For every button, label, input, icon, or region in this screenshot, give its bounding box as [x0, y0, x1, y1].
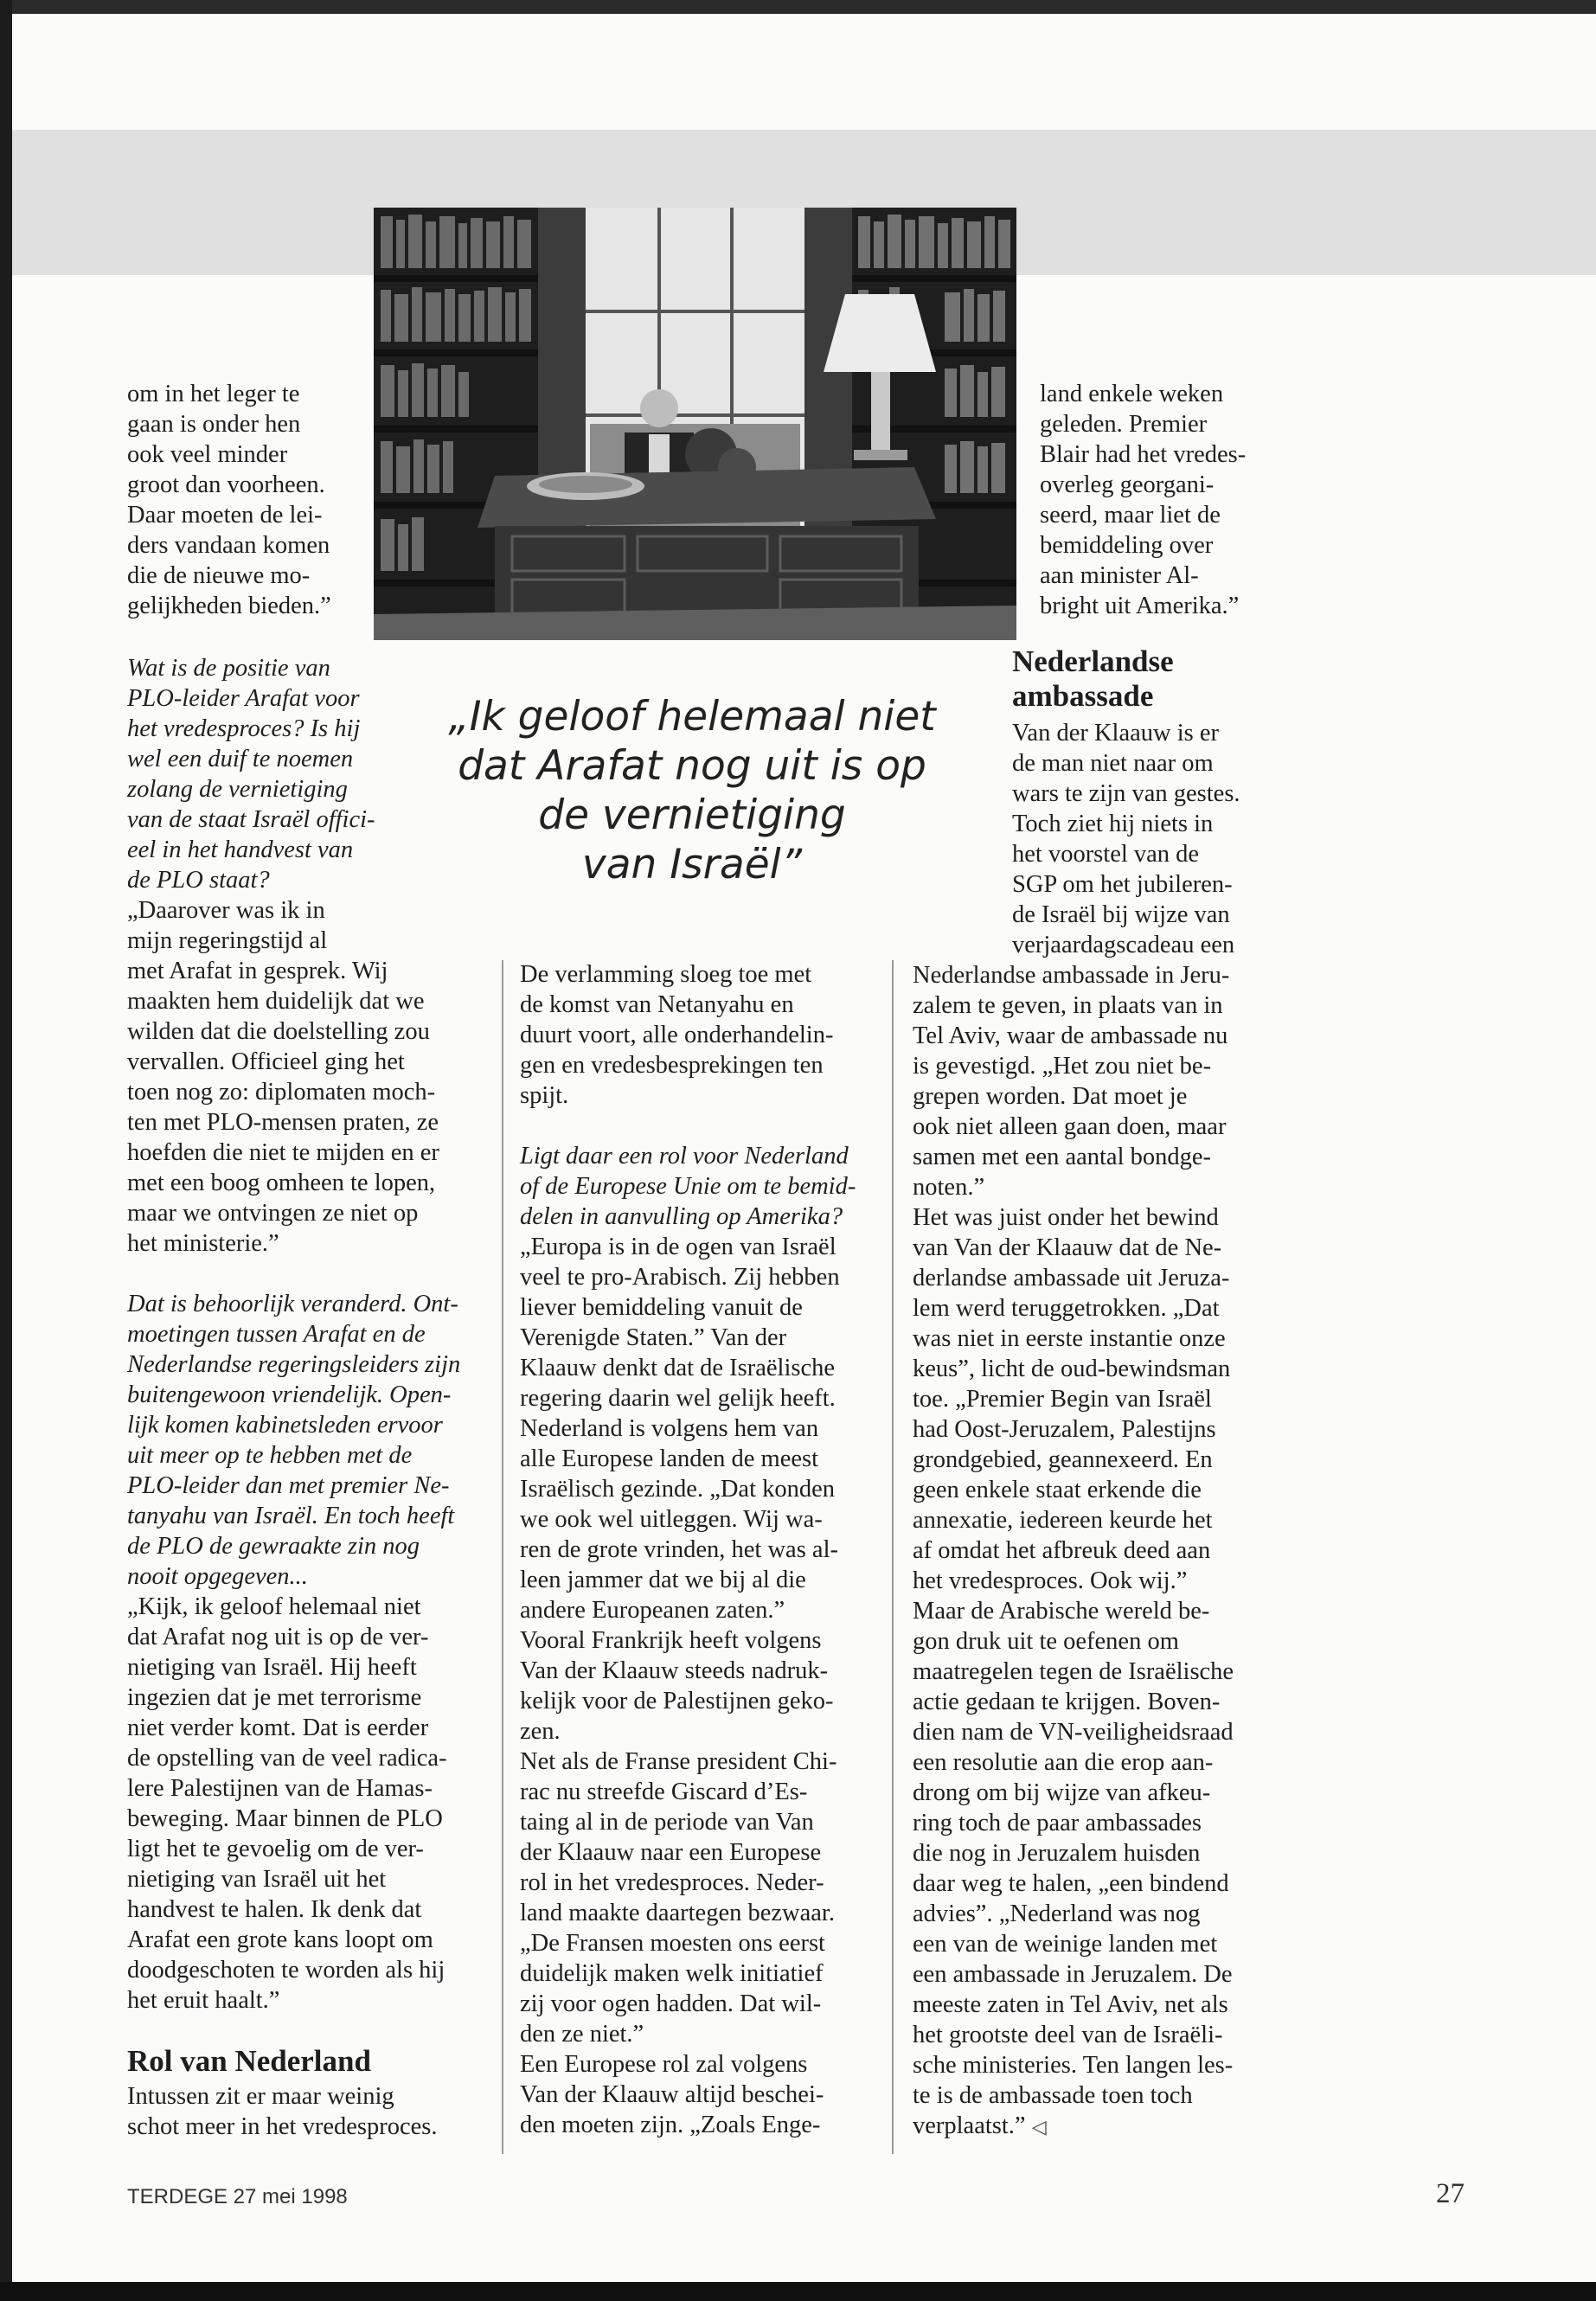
text-line: zij voor ogen hadden. Dat wil- [520, 1990, 822, 2017]
text-line: Van der Klaauw steeds nadruk- [520, 1657, 829, 1684]
scan-edge-left [0, 0, 12, 2301]
text-line: het voorstel van de [1012, 841, 1200, 868]
text-line: het eruit haalt.” [127, 1987, 280, 2014]
text-line: maatregelen tegen de Israëlische [913, 1658, 1234, 1685]
text-line: Nederlandse ambassade in Jeru- [913, 962, 1230, 989]
text-line: SGP om het jubileren- [1012, 871, 1233, 898]
text-line: was niet in eerste instantie onze [913, 1325, 1226, 1352]
text-line: Klaauw denkt dat de Israëlische [520, 1355, 836, 1381]
text-line: duurt voort, alle onderhandelin- [520, 1022, 834, 1048]
text-line: is gevestigd. „Het zou niet be- [913, 1053, 1212, 1080]
text-line: ook niet alleen gaan doen, maar [913, 1113, 1227, 1140]
text-line: Tel Aviv, waar de ambassade nu [913, 1022, 1228, 1049]
text-line: rol in het vredesproces. Neder- [520, 1869, 824, 1896]
text-line: Verenigde Staten.” Van der [520, 1324, 787, 1351]
text-span: verplaatst.” [913, 2112, 1026, 2139]
text-line: veel te pro-Arabisch. Zij hebben [520, 1264, 840, 1291]
paragraph-ambassade [913, 960, 1280, 2142]
text-line: wilden dat die doelstelling zou [127, 1018, 430, 1045]
text-line: te is de ambassade toen toch [913, 2082, 1193, 2109]
text-line: beweging. Maar binnen de PLO [127, 1805, 443, 1832]
text-line: Ligt daar een rol voor Nederland [520, 1143, 849, 1170]
text-line: Van der Klaauw is er [1012, 720, 1219, 747]
text-line: nietiging van Israël uit het [127, 1866, 387, 1893]
text-line: liever bemiddeling vanuit de [520, 1294, 803, 1321]
text-line: de PLO staat? [127, 867, 270, 894]
text-line: ten met PLO-mensen praten, ze [127, 1109, 439, 1136]
text-line: meeste zaten in Tel Aviv, net als [913, 1991, 1228, 2018]
text-line: af omdat het afbreuk deed aan [913, 1537, 1211, 1564]
text-line: nietiging van Israël. Hij heeft [127, 1654, 417, 1681]
text-line: lere Palestijnen van de Hamas- [127, 1775, 433, 1802]
text-line: ingezien dat je met terrorisme [127, 1684, 422, 1711]
text-line: nooit opgegeven... [127, 1563, 308, 1590]
text-line: eel in het handvest van [127, 836, 354, 863]
text-line: het grootste deel van de Israëli- [913, 2022, 1223, 2048]
text-line: actie gedaan te krijgen. Boven- [913, 1689, 1221, 1715]
text-line: ring toch de paar ambassades [913, 1810, 1202, 1836]
text-line: Toch ziet hij niets in [1012, 811, 1214, 837]
text-line: handvest te halen. Ik denk dat [127, 1896, 422, 1923]
text-line: Nederlandse regeringsleiders zijn [127, 1351, 461, 1378]
text-line: gon druk uit te oefenen om [913, 1628, 1179, 1655]
text-line: leen jammer dat we bij al die [520, 1567, 806, 1593]
text-line: Nederland is volgens hem van [520, 1415, 819, 1442]
text-line: Israëlisch gezinde. „Dat konden [520, 1476, 836, 1503]
paragraph-gestes [1012, 718, 1289, 960]
text-line: seerd, maar liet de [1040, 502, 1221, 529]
text-line: of de Europese Unie om te bemid- [520, 1173, 856, 1200]
text-line: wel een duif te noemen [127, 746, 354, 772]
text-line: „Kijk, ik geloof helemaal niet [127, 1593, 421, 1620]
text-line: grepen worden. Dat moet je [913, 1083, 1188, 1110]
text-line: der Klaauw naar een Europese [520, 1839, 822, 1866]
section-heading-nederlandse-ambassade [1012, 644, 1289, 714]
text-line: om in het leger te [127, 381, 300, 407]
text-line: maar we ontvingen ze niet op [127, 1200, 419, 1227]
text-line: mijn regeringstijd al [127, 927, 328, 954]
pull-quote-line: de vernietiging [538, 792, 846, 839]
text-line: lem werd teruggetrokken. „Dat [913, 1295, 1220, 1322]
pull-quote-line: van Israël” [581, 841, 803, 888]
text-line: Intussen zit er maar weinig [127, 2083, 394, 2110]
text-line: zalem te geven, in plaats van in [913, 992, 1223, 1019]
text-line: Arafat een grote kans loopt om [127, 1926, 433, 1953]
text-line: de Israël bij wijze van [1012, 901, 1230, 928]
text-line: we ook wel uitleggen. Wij wa- [520, 1506, 823, 1533]
text-line: de opstelling van de veel radica- [127, 1745, 447, 1772]
text-line: aan minister Al- [1040, 562, 1199, 589]
text-line: doodgeschoten te worden als hij [127, 1957, 445, 1984]
text-line: de man niet naar om [1012, 750, 1214, 777]
text-line: „De Fransen moesten ons eerst [520, 1930, 825, 1957]
text-line: taing al in de periode van Van [520, 1809, 814, 1836]
text-line: Van der Klaauw altijd beschei- [520, 2081, 824, 2108]
page-number: 27 [1436, 2178, 1465, 2209]
text-line: toen nog zo: diplomaten moch- [127, 1079, 436, 1106]
text-line: annexatie, iedereen keurde het [913, 1507, 1213, 1534]
text-line: vervallen. Officieel ging het [127, 1048, 405, 1075]
text-line: Een Europese rol zal volgens [520, 2051, 808, 2078]
text-line: Vooral Frankrijk heeft volgens [520, 1627, 822, 1654]
text-line: De verlamming sloeg toe met [520, 961, 812, 988]
text-line: spijt. [520, 1082, 569, 1109]
heading-line: ambassade [1012, 679, 1154, 713]
text-line: Blair had het vredes- [1040, 441, 1247, 468]
text-line: land maakte daartegen bezwaar. [520, 1900, 835, 1926]
text-line: van Van der Klaauw dat de Ne- [913, 1234, 1222, 1261]
scan-edge-bottom [0, 2282, 1596, 2301]
scan-edge-top [0, 0, 1596, 14]
text-line: het vredesproces? Is hij [127, 715, 361, 742]
paragraph-verlamming [520, 959, 866, 1111]
answer-arafat [127, 895, 484, 1259]
text-line: „Europa is in de ogen van Israël [520, 1234, 836, 1260]
paragraph-intussen [127, 2081, 484, 2142]
text-line: zolang de vernietiging [127, 776, 348, 803]
text-line: geen enkele staat erkende die [913, 1477, 1202, 1503]
text-line: drong om bij wijze van afkeu- [913, 1779, 1211, 1806]
end-mark-icon: ◁ [1031, 2116, 1047, 2138]
text-line: het ministerie.” [127, 1230, 279, 1257]
column-2 [520, 959, 866, 2140]
text-line: Wat is de positie van [127, 655, 330, 682]
text-line: dat Arafat nog uit is op de ver- [127, 1624, 429, 1650]
column-1 [127, 379, 484, 621]
text-line: ligt het te gevoelig om de ver- [127, 1836, 424, 1862]
pull-quote-line: „Ik geloof helemaal niet [448, 693, 936, 740]
text-line: regering daarin wel gelijk heeft. [520, 1385, 836, 1412]
text-line: duidelijk maken welk initiatief [520, 1960, 824, 1987]
text-line: met Arafat in gesprek. Wij [127, 958, 388, 984]
text-line: uit meer op te hebben met de [127, 1442, 413, 1469]
pull-quote [407, 692, 977, 889]
text-line: die de nieuwe mo- [127, 562, 311, 589]
text-line [913, 2111, 1280, 2142]
text-line: delen in aanvulling op Amerika? [520, 1203, 843, 1230]
footer-publication: TERDEGE 27 mei 1998 [127, 2185, 348, 2208]
text-line: noten.” [913, 1174, 985, 1201]
text-line: die nog in Jeruzalem huisden [913, 1840, 1201, 1867]
heading-line: Nederlandse [1012, 644, 1174, 678]
text-line: andere Europeanen zaten.” [520, 1597, 785, 1624]
text-line: ders vandaan komen [127, 532, 330, 559]
text-line: advies”. „Nederland was nog [913, 1900, 1201, 1927]
answer-kijk [127, 1592, 484, 2016]
text-line: wars te zijn van gestes. [1012, 780, 1240, 807]
text-line: niet verder komt. Dat is eerder [127, 1715, 429, 1741]
text-line: ook veel minder [127, 441, 288, 468]
column-rule-1 [502, 960, 503, 2154]
text-line: samen met een aantal bondge- [913, 1144, 1212, 1170]
text-line: PLO-leider Arafat voor [127, 685, 360, 712]
text-line: hoefden die niet te mijden en er [127, 1139, 439, 1166]
text-line: sche ministeries. Ten langen les- [913, 2052, 1234, 2079]
text-line: moetingen tussen Arafat en de [127, 1321, 426, 1348]
text-line: derlandse ambassade uit Jeruza- [913, 1265, 1230, 1292]
text-line: Het was juist onder het bewind [913, 1204, 1219, 1231]
section-heading-rol-van-nederland: Rol van Nederland [127, 2044, 371, 2078]
text-line: buitengewoon vriendelijk. Open- [127, 1381, 452, 1408]
text-line: verjaardagscadeau een [1012, 932, 1235, 958]
text-line: lijk komen kabinetsleden ervoor [127, 1412, 443, 1439]
text-line: Net als de Franse president Chi- [520, 1748, 837, 1775]
question-rol-nederland [520, 1141, 866, 1232]
text-line: gaan is onder hen [127, 411, 301, 438]
text-line: een resolutie aan die erop aan- [913, 1749, 1214, 1776]
text-line: alle Europese landen de meest [520, 1445, 819, 1472]
text-line: dien nam de VN-veiligheidsraad [913, 1719, 1234, 1746]
text-line: Daar moeten de lei- [127, 502, 323, 529]
text-line: kelijk voor de Palestijnen geko- [520, 1688, 834, 1715]
text-line: Dat is behoorlijk veranderd. Ont- [127, 1291, 458, 1317]
text-line: maakten hem duidelijk dat we [127, 988, 425, 1015]
text-line: had Oost-Jeruzalem, Palestijns [913, 1416, 1216, 1443]
text-line: met een boog omheen te lopen, [127, 1170, 436, 1196]
text-line: zen. [520, 1718, 561, 1745]
paragraph-col1-intro [127, 379, 484, 621]
question-changed [127, 1289, 484, 1592]
text-line: bright uit Amerika.” [1040, 593, 1240, 619]
text-line: ren de grote vrinden, het was al- [520, 1536, 838, 1563]
text-line: daar weg te halen, „een bindend [913, 1870, 1229, 1897]
answer-europa [520, 1232, 866, 2140]
text-line: „Daarover was ik in [127, 897, 325, 924]
text-line: rac nu streefde Giscard d’Es- [520, 1779, 808, 1805]
text-line: schot meer in het vredesproces. [127, 2113, 438, 2140]
text-line: van de staat Israël offici- [127, 806, 375, 833]
text-line: een ambassade in Jeruzalem. De [913, 1961, 1233, 1988]
text-line: het vredesproces. Ook wij.” [913, 1567, 1188, 1594]
text-line: grondgebied, geannexeerd. En [913, 1446, 1213, 1473]
text-line: overleg georgani- [1040, 471, 1215, 498]
column-3-top [1040, 379, 1282, 621]
text-line: den ze niet.” [520, 2021, 644, 2048]
text-line: geleden. Premier [1040, 411, 1208, 438]
pull-quote-line: dat Arafat nog uit is op [458, 742, 926, 790]
text-line: tanyahu van Israël. En toch heeft [127, 1503, 455, 1529]
text-line: den moeten zijn. „Zoals Enge- [520, 2112, 821, 2138]
text-line: gen en vredesbesprekingen ten [520, 1052, 824, 1079]
text-line: de komst van Netanyahu en [520, 991, 794, 1018]
text-line: groot dan voorheen. [127, 471, 325, 498]
text-line: een van de weinige landen met [913, 1931, 1218, 1958]
text-line: Maar de Arabische wereld be- [913, 1598, 1210, 1625]
text-line: land enkele weken [1040, 381, 1224, 407]
text-line: gelijkheden bieden.” [127, 593, 331, 619]
text-line: keus”, licht de oud-bewindsman [913, 1356, 1231, 1382]
text-line: de PLO de gewraakte zin nog [127, 1533, 420, 1560]
text-line: bemiddeling over [1040, 532, 1214, 559]
column-rule-2 [892, 960, 894, 2154]
paragraph-blair [1040, 379, 1282, 621]
text-line: PLO-leider dan met premier Ne- [127, 1472, 450, 1499]
text-line: toe. „Premier Begin van Israël [913, 1386, 1212, 1413]
